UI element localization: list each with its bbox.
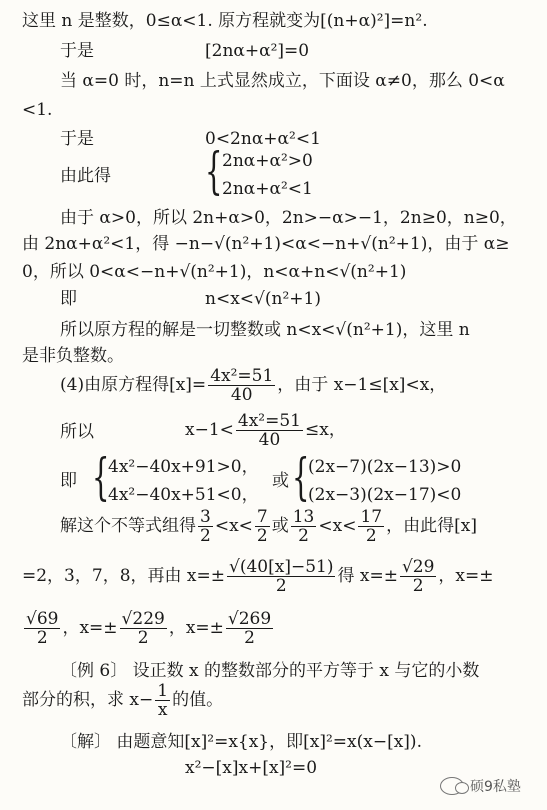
fraction-16-2-numerator: 7 <box>256 507 268 527</box>
text-line-13 <box>60 367 446 404</box>
system-2-line-2: 4x²−40x+51<0， <box>108 485 259 505</box>
text-line-18-b: ，x=± <box>168 618 224 638</box>
text-line-18 <box>22 610 275 647</box>
fraction-17-2-numerator: √29 <box>401 557 435 577</box>
fraction-20-numerator: 1 <box>157 681 169 701</box>
fraction-16-1-denominator: 2 <box>200 526 211 546</box>
text-line-3: 当 α=0 时，n=n 上式显然成立，下面设 α≠0，那么 0<α <box>60 71 505 91</box>
fraction-18-3 <box>226 610 273 647</box>
fraction-16-4-numerator: 17 <box>360 507 383 527</box>
fraction-17-2 <box>400 558 436 595</box>
text-line-9: 0，所以 0<α<−n+√(n²+1)，n<α+n<√(n²+1) <box>22 262 407 282</box>
text-line-14-c: ≤x， <box>305 420 346 440</box>
text-line-16-b: <x< <box>214 516 253 536</box>
text-line-13-a: (4)由原方程得[x]= <box>60 375 207 395</box>
text-line-17-a: =2，3，7，8，再由 x=± <box>22 566 225 586</box>
text-line-17 <box>22 558 494 595</box>
fraction-18-1-numerator: √69 <box>26 609 59 629</box>
fraction-16-4-denominator: 2 <box>365 526 377 546</box>
text-line-7: 由于 α>0，所以 2n+α>0，2n>−α>−1，2n≥0，n≥0， <box>60 208 517 228</box>
system-3-line-1: (2x−7)(2x−13)>0 <box>308 457 462 477</box>
fraction-18-2-denominator: 2 <box>137 628 149 648</box>
text-line-17-c: ，x=± <box>438 566 494 586</box>
text-line-16 <box>60 508 477 545</box>
fraction-18-3-numerator: √269 <box>227 609 272 629</box>
watermark-text: 硕9私塾 <box>470 779 521 795</box>
fraction-14-numerator: 4x²=51 <box>237 411 302 431</box>
text-line-15-or: 或 <box>272 471 289 491</box>
text-line-2-label: 于是 <box>60 41 94 61</box>
system-3-line-2: (2x−3)(2x−17)<0 <box>308 485 462 505</box>
text-line-20-b: 的值。 <box>172 690 224 710</box>
fraction-20-denominator: x <box>157 700 168 720</box>
text-line-20 <box>22 682 223 719</box>
fraction-13-numerator: 4x²=51 <box>210 366 274 386</box>
fraction-16-4 <box>358 508 384 545</box>
text-line-16-e: ，由此得[x] <box>386 516 477 536</box>
text-line-1: 这里 n 是整数，0≤α<1. 原方程就变为[(n+α)²]=n². <box>22 11 428 31</box>
system-1-line-1: 2nα+α²>0 <box>222 151 313 171</box>
fraction-20 <box>155 682 170 719</box>
text-line-16-a: 解这个不等式组得 <box>60 516 196 536</box>
text-line-14-label: 所以 <box>60 422 94 442</box>
system-brace-2: { <box>92 448 110 506</box>
fraction-14-denominator: 40 <box>258 430 281 450</box>
fraction-13-denominator: 40 <box>230 385 253 405</box>
text-line-8: 由 2nα+α²<1，得 −n−√(n²+1)<α<−n+√(n²+1)，由于 α≥ <box>22 234 510 254</box>
text-line-6-label: 由此得 <box>60 166 111 186</box>
fraction-18-2 <box>120 610 167 647</box>
text-line-18-a: ，x=± <box>62 618 118 638</box>
fraction-16-3-denominator: 2 <box>298 526 309 546</box>
text-line-20-a: 部分的积，求 x− <box>22 690 154 710</box>
fraction-16-2-denominator: 2 <box>256 526 268 546</box>
fraction-17-2-denominator: 2 <box>412 576 424 596</box>
wechat-icon <box>440 777 464 795</box>
fraction-18-1-denominator: 2 <box>36 628 48 648</box>
system-brace-1: { <box>205 142 223 200</box>
fraction-18-3-denominator: 2 <box>244 628 255 648</box>
text-line-14-b: x−1< <box>185 420 234 440</box>
text-line-13-b: ，由于 x−1≤[x]<x， <box>277 375 447 395</box>
fraction-13 <box>208 367 275 404</box>
fraction-16-1-numerator: 3 <box>200 507 211 527</box>
fraction-17-1-numerator: √(40[x]−51) <box>229 557 334 577</box>
text-line-14 <box>185 412 346 449</box>
fraction-16-2 <box>255 508 270 545</box>
text-line-16-c: 或 <box>271 516 289 536</box>
fraction-16-3 <box>291 508 317 545</box>
watermark <box>440 776 521 796</box>
text-line-22: x²−[x]x+[x]²=0 <box>185 758 318 778</box>
text-line-10-formula: n<x<√(n²+1) <box>205 289 321 309</box>
fraction-14 <box>236 412 303 449</box>
fraction-16-1 <box>198 508 213 545</box>
text-line-17-b: 得 x=± <box>337 566 398 586</box>
text-line-10-label: 即 <box>60 289 77 309</box>
text-line-19: 〔例 6〕 设正数 x 的整数部分的平方等于 x 与它的小数 <box>60 661 480 681</box>
fraction-17-1-denominator: 2 <box>275 576 287 596</box>
text-line-16-d: <x< <box>318 516 357 536</box>
text-line-5-formula: 0<2nα+α²<1 <box>205 129 321 149</box>
text-line-4: <1. <box>22 100 53 120</box>
text-line-15-label: 即 <box>60 471 77 491</box>
text-line-11: 所以原方程的解是一切整数或 n<x<√(n²+1)，这里 n <box>60 320 470 340</box>
fraction-16-3-numerator: 13 <box>292 507 315 527</box>
text-line-5-label: 于是 <box>60 129 94 149</box>
system-1-line-2: 2nα+α²<1 <box>222 179 313 199</box>
system-2-line-1: 4x²−40x+91>0， <box>108 457 259 477</box>
fraction-18-1 <box>24 610 60 647</box>
text-line-2-formula: [2nα+α²]=0 <box>205 41 310 61</box>
fraction-17-1 <box>227 558 335 595</box>
system-brace-3: { <box>292 448 310 506</box>
text-line-12: 是非负整数。 <box>22 346 124 366</box>
text-line-21: 〔解〕 由题意知[x]²=x{x}，即[x]²=x(x−[x]). <box>60 732 422 752</box>
fraction-18-2-numerator: √229 <box>121 609 165 629</box>
